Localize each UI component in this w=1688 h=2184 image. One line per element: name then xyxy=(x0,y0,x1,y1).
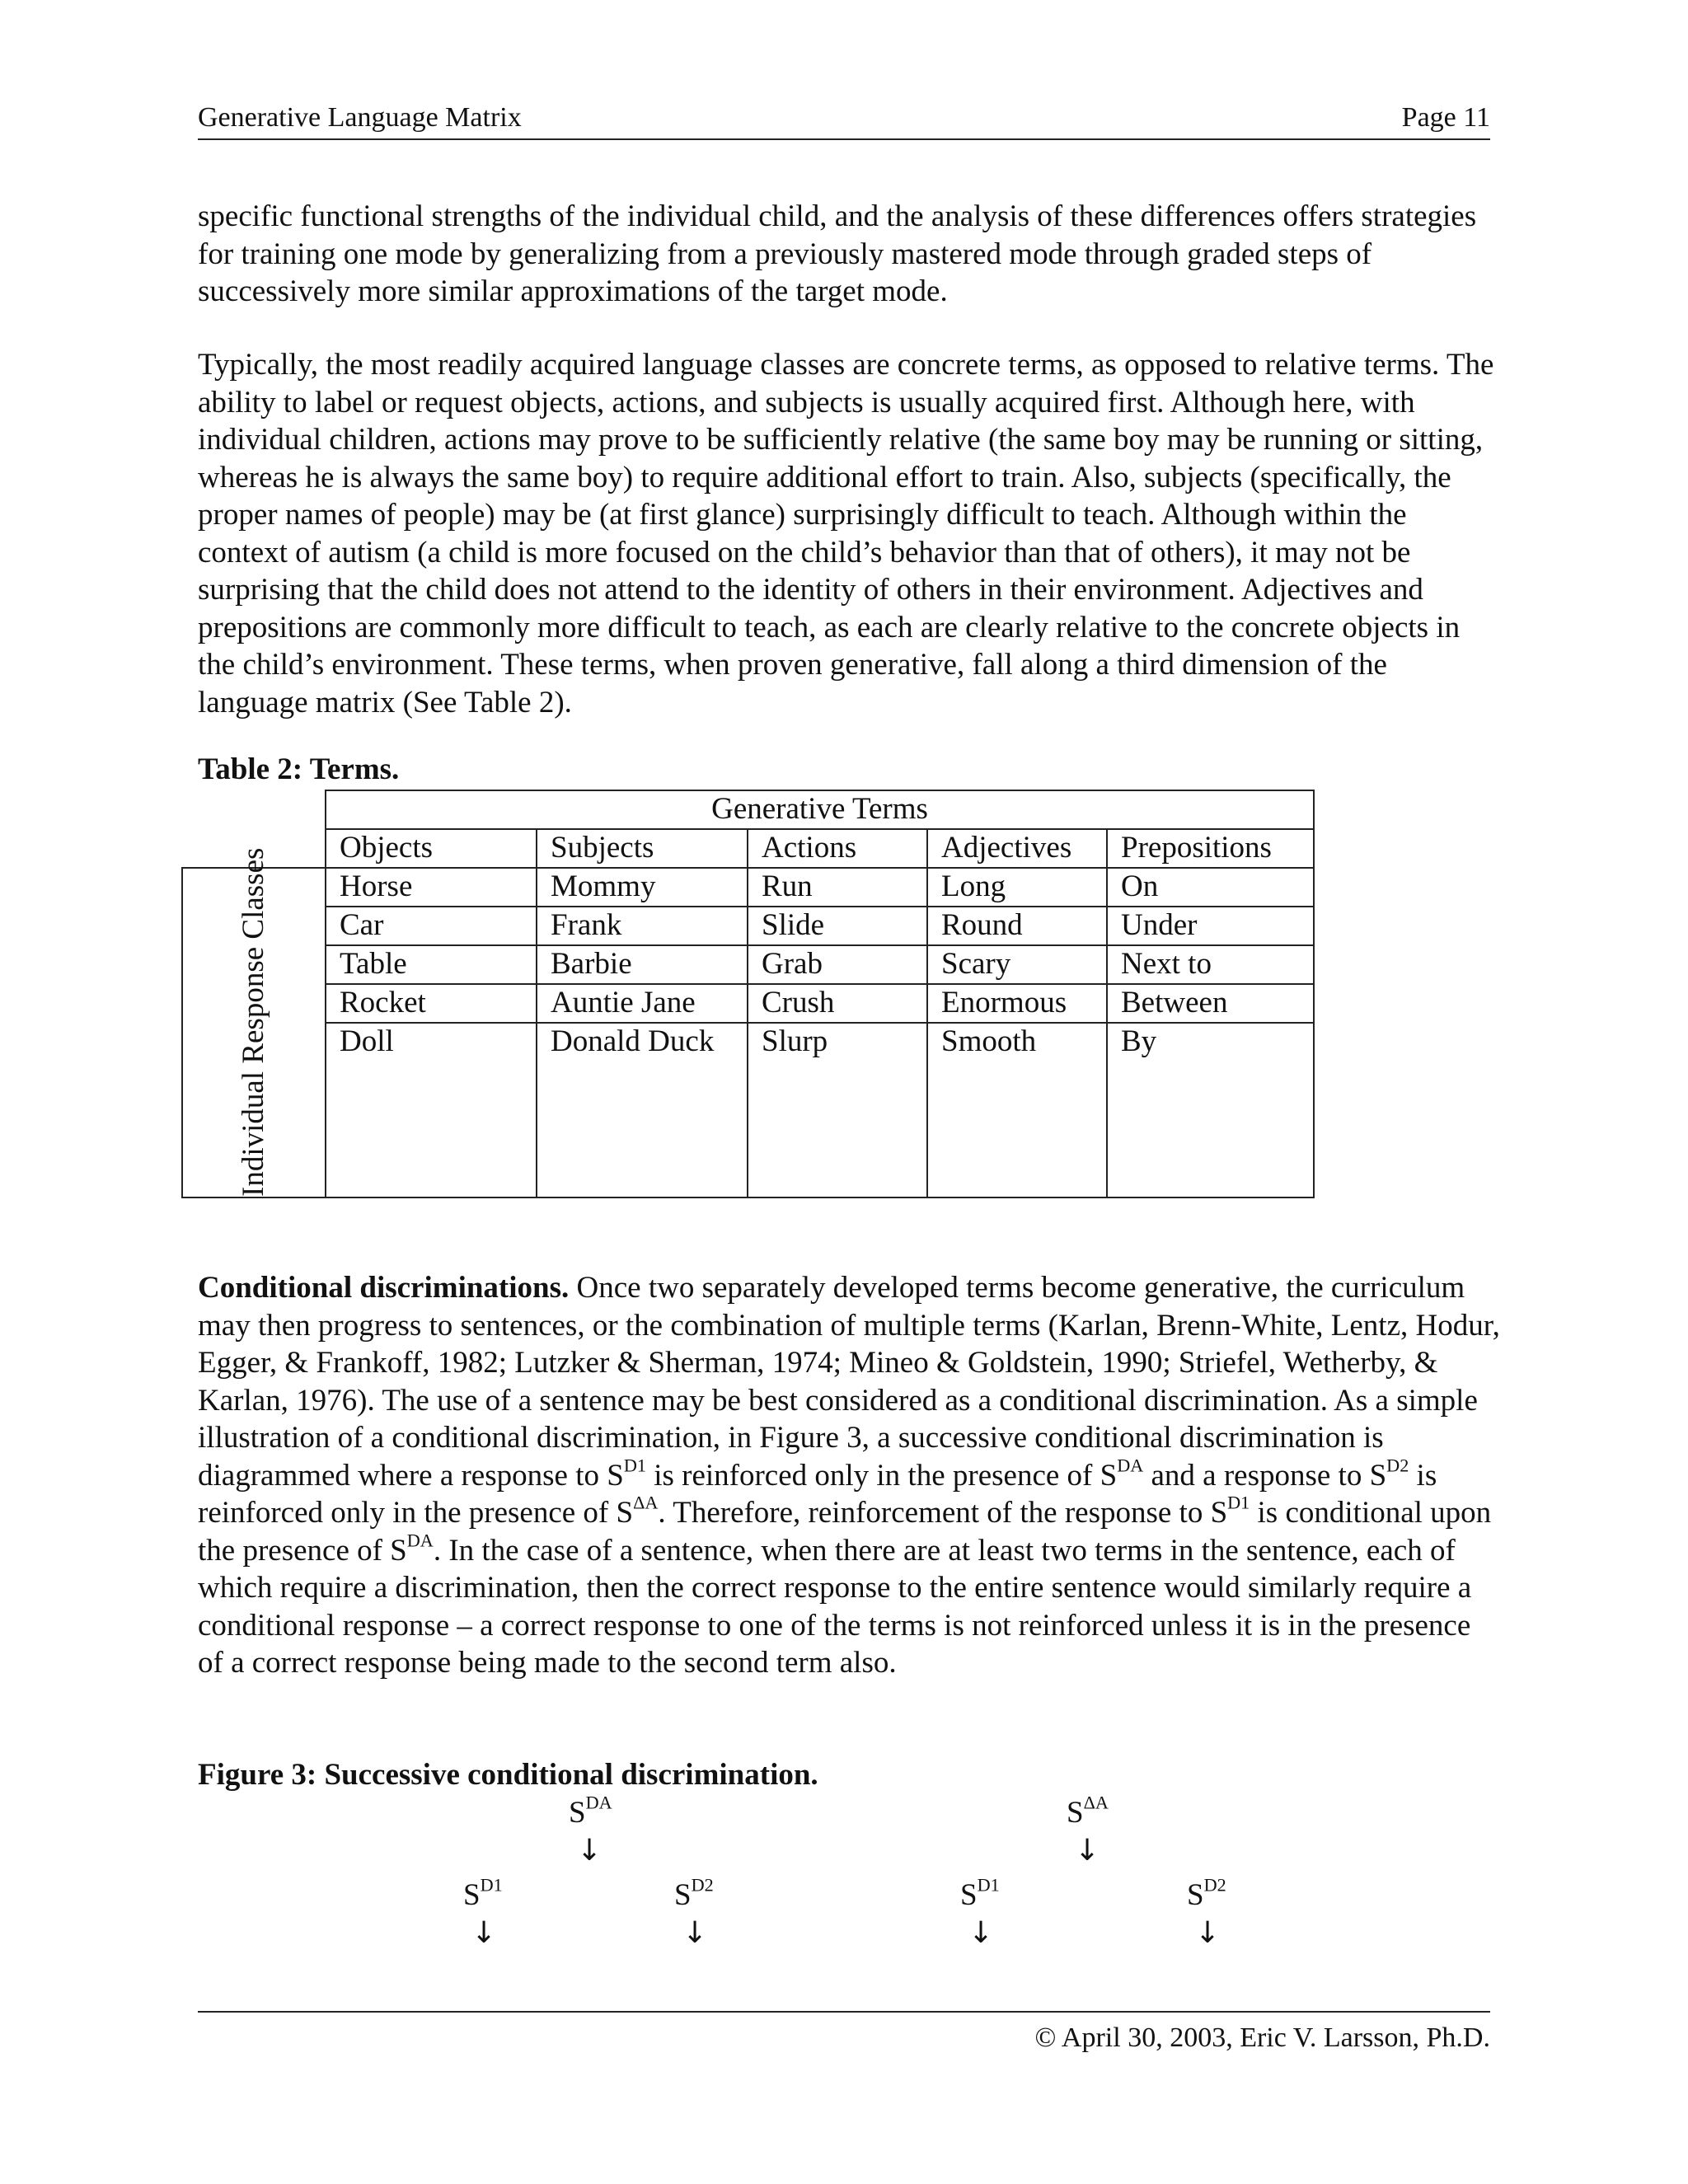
table-cell: Slurp xyxy=(748,1023,927,1197)
down-arrow-icon: ↓ xyxy=(471,1916,497,1950)
table-cell: Barbie xyxy=(537,945,748,984)
node-s-da: $S^{DA}$ xyxy=(569,1792,612,1830)
down-arrow-icon: ↓ xyxy=(577,1834,603,1868)
table-title: Generative Terms xyxy=(326,790,1314,829)
column-header: Adjectives xyxy=(927,829,1107,868)
node-s-d2-right: $S^{D2}$ xyxy=(1187,1874,1226,1912)
table-cell: Horse xyxy=(326,868,537,907)
table-cell: Next to xyxy=(1107,945,1314,984)
table-cell: Grab xyxy=(748,945,927,984)
figure-caption: Figure 3: Successive conditional discrimination. xyxy=(198,1758,818,1792)
paragraph-2: Typically, the most readily acquired language classes are concrete terms, as opposed to relative terms. The ability to label or request objects, actions, and subjects is usually acquired first. Although here, with individual children, actions may prove to be sufficiently relative (the same boy may be running or sitting, whereas he is always the same boy) to require additional effort to train. Also, subjects (specifically, the proper names of people) may be (at first glance) surprisingly difficult to teach. Although within the context of autism (a child is more focused on the child’s behavior than that of others), it may not be surprising that the child does not attend to the identity of others in their environment. Adjectives and prepositions are commonly more difficult to teach, as each are clearly relative to the concrete objects in the child’s environment. These terms, when proven generative, fall along a third dimension of the language matrix (See Table 2). xyxy=(198,348,1494,719)
column-header: Subjects xyxy=(537,829,748,868)
column-header: Prepositions xyxy=(1107,829,1314,868)
table-cell: Scary xyxy=(927,945,1107,984)
section-heading: Conditional discriminations. xyxy=(198,1271,570,1305)
side-label: Individual Response Classes xyxy=(237,847,270,1197)
row-group-label-cell xyxy=(182,847,326,1197)
table-cell: Round xyxy=(927,907,1107,945)
paragraph-1: specific functional strengths of the individual child, and the analysis of these differences offers strategies for training one mode by generalizing from a previously mastered mode through graded steps of successively more similar approximations of the target mode. xyxy=(198,199,1477,308)
table-cell: Doll xyxy=(326,1023,537,1197)
node-s-d1-left: $S^{D1}$ xyxy=(463,1874,503,1912)
node-s-delta-a: $S^{\Delta A}$ xyxy=(1067,1792,1109,1830)
table-cell: Car xyxy=(326,907,537,945)
terms-table xyxy=(181,790,1327,1235)
node-s-d1-right: $S^{D1}$ xyxy=(960,1874,1000,1912)
paragraph-3: Conditional discriminations. Once two separately developed terms become generative, the curriculum may then progress to sentences, or the combination of multiple terms (Karlan, Brenn-White, Lentz, Hodur, Egger, & Frankoff, 1982; Lutzker & Sherman, 1974; Mineo & Goldstein, 1990; Striefel, Wetherby, & Karlan, 1976). The use of a sentence may be best considered as a conditional discrimination. As a simple illustration of a conditional discrimination, in Figure 3, a successive conditional discrimination is diagrammed where a response to $S^{D1}$ is reinforced only in the presence of $S^{DA}$ and a response to $S^{D2}$ is reinforced only in the presence of $S^{\Delta A}$. Therefore, reinforcement of the response to $S^{D1}$ is conditional upon the presence of $S^{DA}$. In the case of a sentence, when there are at least two terms in the sentence, each of which require a discrimination, then the correct response to the entire sentence would similarly require a conditional response – a correct response to one of the terms is not reinforced unless it is in the presence of a correct response being made to the second term also. xyxy=(198,1271,1500,1680)
table-cell: Crush xyxy=(748,984,927,1023)
down-arrow-icon: ↓ xyxy=(1195,1916,1221,1950)
node-s-d2-left: $S^{D2}$ xyxy=(674,1874,714,1912)
down-arrow-icon: ↓ xyxy=(1075,1834,1100,1868)
column-header: Objects xyxy=(326,829,537,868)
table-cell: Rocket xyxy=(326,984,537,1023)
table-cell: Mommy xyxy=(537,868,748,907)
table-cell: Under xyxy=(1107,907,1314,945)
generative-terms-table xyxy=(181,790,1315,1198)
table-cell: Donald Duck xyxy=(537,1023,748,1197)
page-header xyxy=(198,97,1490,140)
table-cell: By xyxy=(1107,1023,1314,1197)
table-cell: Enormous xyxy=(927,984,1107,1023)
table-cell: Run xyxy=(748,868,927,907)
document-title: Generative Language Matrix xyxy=(198,102,522,133)
table-cell: Smooth xyxy=(927,1023,1107,1197)
table-cell: Between xyxy=(1107,984,1314,1023)
page-footer: © April 30, 2003, Eric V. Larsson, Ph.D. xyxy=(198,2011,1490,2054)
table-cell: On xyxy=(1107,868,1314,907)
table-cell: Slide xyxy=(748,907,927,945)
table-cell: Long xyxy=(927,868,1107,907)
table-cell: Table xyxy=(326,945,537,984)
table-caption: Table 2: Terms. xyxy=(198,752,400,786)
page-number: Page 11 xyxy=(1401,102,1490,133)
table-cell: Auntie Jane xyxy=(537,984,748,1023)
down-arrow-icon: ↓ xyxy=(682,1916,708,1950)
down-arrow-icon: ↓ xyxy=(968,1916,994,1950)
table-cell: Frank xyxy=(537,907,748,945)
column-header: Actions xyxy=(748,829,927,868)
